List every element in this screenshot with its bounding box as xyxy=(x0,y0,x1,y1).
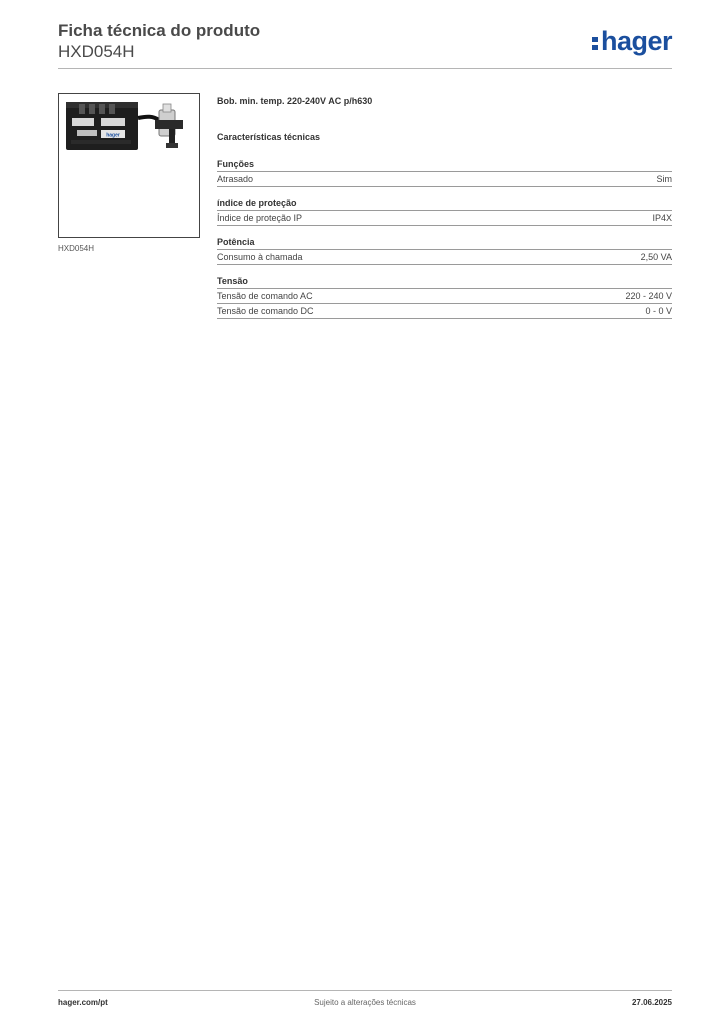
spec-group-tensao xyxy=(217,275,672,319)
page-title: Ficha técnica do produto xyxy=(58,21,261,40)
product-description: Bob. min. temp. 220-240V AC p/h630 xyxy=(217,96,373,106)
page-footer xyxy=(58,998,672,1010)
specs-heading: Características técnicas xyxy=(217,132,321,142)
spec-value: 0 - 0 V xyxy=(645,306,672,316)
spec-value: Sim xyxy=(656,174,672,184)
logo-wordmark: hager xyxy=(600,26,672,56)
spec-label: Tensão de comando DC xyxy=(217,306,314,316)
spec-row xyxy=(217,172,672,187)
product-code: HXD054H xyxy=(58,42,135,61)
spec-group-protecao xyxy=(217,197,672,226)
spec-value: 2,50 VA xyxy=(640,252,672,262)
footer-notice: Sujeito a alterações técnicas xyxy=(314,998,416,1007)
spec-value: 220 - 240 V xyxy=(625,291,672,301)
spec-group-funcoes xyxy=(217,158,672,187)
spec-label: Índice de proteção IP xyxy=(217,213,303,223)
logo-dots-icon xyxy=(592,26,599,56)
image-caption: HXD054H xyxy=(58,244,95,253)
spec-label: Consumo à chamada xyxy=(217,252,303,262)
spec-row xyxy=(217,289,672,304)
footer-divider xyxy=(58,990,672,991)
spec-row xyxy=(217,211,672,226)
header-divider xyxy=(58,68,672,69)
footer-date: 27.06.2025 xyxy=(631,998,672,1007)
product-details xyxy=(217,96,672,329)
spec-group-title: Potência xyxy=(217,236,672,250)
spec-group-title: Funções xyxy=(217,158,672,172)
footer-website-link[interactable]: hager.com/pt xyxy=(58,998,108,1007)
spec-group-potencia xyxy=(217,236,672,265)
hager-logo xyxy=(592,26,672,56)
product-image xyxy=(58,93,200,238)
spec-group-title: índice de proteção xyxy=(217,197,672,211)
spec-label: Tensão de comando AC xyxy=(217,291,313,301)
spec-group-title: Tensão xyxy=(217,275,672,289)
product-photo-icon xyxy=(59,94,199,237)
svg-text:hager: hager xyxy=(106,132,120,139)
spec-row xyxy=(217,250,672,265)
spec-label: Atrasado xyxy=(217,174,254,184)
page-header xyxy=(58,20,672,70)
spec-value: IP4X xyxy=(652,213,672,223)
spec-row xyxy=(217,304,672,319)
